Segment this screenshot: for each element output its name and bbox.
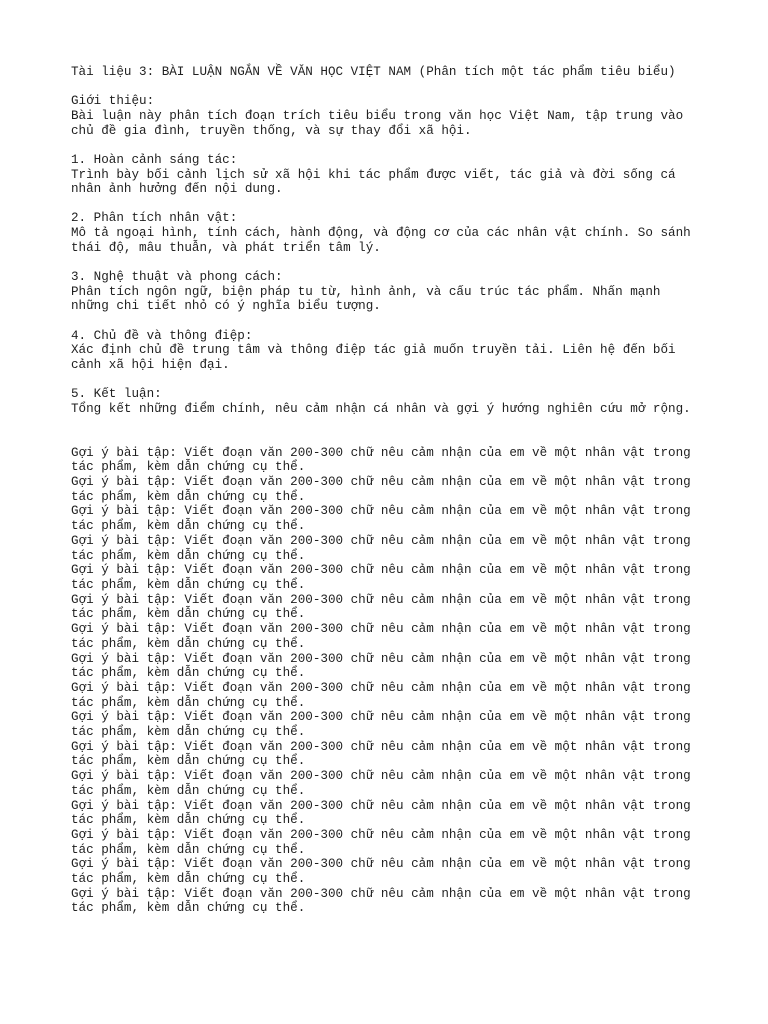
exercise-line: Gợi ý bài tập: Viết đoạn văn 200-300 chữ nêu cảm nhận của em về một nhân vật trong (71, 739, 691, 754)
exercise-line: Gợi ý bài tập: Viết đoạn văn 200-300 chữ nêu cảm nhận của em về một nhân vật trong (71, 680, 691, 695)
exercise-item (71, 857, 721, 886)
exercise-list (71, 446, 721, 917)
exercise-line: tác phẩm, kèm dẫn chứng cụ thể. (71, 519, 306, 534)
section-body-line: chủ đề gia đình, truyền thống, và sự thay đổi xã hội. (71, 123, 472, 138)
section-characters (71, 211, 721, 255)
section-heading: Giới thiệu: (71, 94, 155, 109)
exercise-item (71, 828, 721, 857)
section-body-line: những chi tiết nhỏ có ý nghĩa biểu tượng. (71, 299, 381, 314)
exercise-item (71, 504, 721, 533)
exercise-line: tác phẩm, kèm dẫn chứng cụ thể. (71, 813, 306, 828)
section-body-line: Xác định chủ đề trung tâm và thông điệp tác giả muốn truyền tải. Liên hệ đến bối (71, 343, 676, 358)
section-body-line: Bài luận này phân tích đoạn trích tiêu biểu trong văn học Việt Nam, tập trung vào (71, 108, 684, 123)
section-body-line: Phân tích ngôn ngữ, biện pháp tu từ, hình ảnh, và cấu trúc tác phẩm. Nhấn mạnh (71, 284, 661, 299)
exercise-line: tác phẩm, kèm dẫn chứng cụ thể. (71, 607, 306, 622)
exercise-item (71, 652, 721, 681)
section-body-line: nhân ảnh hưởng đến nội dung. (71, 182, 283, 197)
exercise-line: Gợi ý bài tập: Viết đoạn văn 200-300 chữ nêu cảm nhận của em về một nhân vật trong (71, 622, 691, 637)
exercise-item (71, 446, 721, 475)
section-body-line: cảnh xã hội hiện đại. (71, 358, 230, 373)
exercise-item (71, 534, 721, 563)
exercise-line: Gợi ý bài tập: Viết đoạn văn 200-300 chữ nêu cảm nhận của em về một nhân vật trong (71, 651, 691, 666)
section-heading: 3. Nghệ thuật và phong cách: (71, 270, 283, 285)
exercise-line: Gợi ý bài tập: Viết đoạn văn 200-300 chữ nêu cảm nhận của em về một nhân vật trong (71, 592, 691, 607)
exercise-line: Gợi ý bài tập: Viết đoạn văn 200-300 chữ nêu cảm nhận của em về một nhân vật trong (71, 798, 691, 813)
exercise-line: Gợi ý bài tập: Viết đoạn văn 200-300 chữ nêu cảm nhận của em về một nhân vật trong (71, 886, 691, 901)
exercise-line: Gợi ý bài tập: Viết đoạn văn 200-300 chữ nêu cảm nhận của em về một nhân vật trong (71, 445, 691, 460)
section-heading: 2. Phân tích nhân vật: (71, 211, 238, 226)
exercise-item (71, 887, 721, 916)
section-body-line: Mô tả ngoại hình, tính cách, hành động, và động cơ của các nhân vật chính. So sánh (71, 226, 691, 241)
section-heading: 1. Hoàn cảnh sáng tác: (71, 152, 238, 167)
exercise-item (71, 622, 721, 651)
exercise-line: tác phẩm, kèm dẫn chứng cụ thể. (71, 548, 306, 563)
exercise-line: tác phẩm, kèm dẫn chứng cụ thể. (71, 842, 306, 857)
exercise-line: tác phẩm, kèm dẫn chứng cụ thể. (71, 725, 306, 740)
exercise-line: Gợi ý bài tập: Viết đoạn văn 200-300 chữ nêu cảm nhận của em về một nhân vật trong (71, 533, 691, 548)
exercise-item (71, 593, 721, 622)
exercise-item (71, 681, 721, 710)
exercise-line: Gợi ý bài tập: Viết đoạn văn 200-300 chữ nêu cảm nhận của em về một nhân vật trong (71, 563, 691, 578)
section-theme-message (71, 329, 721, 373)
exercise-line: tác phẩm, kèm dẫn chứng cụ thể. (71, 636, 306, 651)
exercise-line: tác phẩm, kèm dẫn chứng cụ thể. (71, 489, 306, 504)
section-heading: 5. Kết luận: (71, 387, 162, 402)
exercise-line: Gợi ý bài tập: Viết đoạn văn 200-300 chữ nêu cảm nhận của em về một nhân vật trong (71, 475, 691, 490)
exercise-line: tác phẩm, kèm dẫn chứng cụ thể. (71, 872, 306, 887)
section-introduction (71, 94, 721, 138)
exercise-line: Gợi ý bài tập: Viết đoạn văn 200-300 chữ nêu cảm nhận của em về một nhân vật trong (71, 769, 691, 784)
document-title: Tài liệu 3: BÀI LUẬN NGẮN VỀ VĂN HỌC VIỆT NAM (Phân tích một tác phẩm tiêu biểu) (71, 65, 676, 79)
section-body-line: Tổng kết những điểm chính, nêu cảm nhận cá nhân và gợi ý hướng nghiên cứu mở rộng. (71, 401, 691, 416)
exercise-line: tác phẩm, kèm dẫn chứng cụ thể. (71, 460, 306, 475)
exercise-item (71, 769, 721, 798)
section-conclusion (71, 387, 721, 416)
section-body-line: thái độ, mâu thuẫn, và phát triển tâm lý. (71, 240, 381, 255)
exercise-line: tác phẩm, kèm dẫn chứng cụ thể. (71, 666, 306, 681)
section-body-line: Trình bày bối cảnh lịch sử xã hội khi tác phẩm được viết, tác giả và đời sống cá (71, 167, 676, 182)
exercise-line: tác phẩm, kèm dẫn chứng cụ thể. (71, 754, 306, 769)
section-context (71, 153, 721, 197)
exercise-line: tác phẩm, kèm dẫn chứng cụ thể. (71, 577, 306, 592)
exercise-item (71, 563, 721, 592)
section-art-style (71, 270, 721, 314)
exercise-line: Gợi ý bài tập: Viết đoạn văn 200-300 chữ nêu cảm nhận của em về một nhân vật trong (71, 710, 691, 725)
exercise-item (71, 799, 721, 828)
exercise-line: Gợi ý bài tập: Viết đoạn văn 200-300 chữ nêu cảm nhận của em về một nhân vật trong (71, 857, 691, 872)
exercise-line: tác phẩm, kèm dẫn chứng cụ thể. (71, 695, 306, 710)
exercise-item (71, 710, 721, 739)
exercise-line: Gợi ý bài tập: Viết đoạn văn 200-300 chữ nêu cảm nhận của em về một nhân vật trong (71, 827, 691, 842)
section-heading: 4. Chủ đề và thông điệp: (71, 328, 253, 343)
exercise-line: tác phẩm, kèm dẫn chứng cụ thể. (71, 783, 306, 798)
document-page (71, 65, 721, 916)
exercise-line: tác phẩm, kèm dẫn chứng cụ thể. (71, 901, 306, 916)
exercise-item (71, 740, 721, 769)
exercise-line: Gợi ý bài tập: Viết đoạn văn 200-300 chữ nêu cảm nhận của em về một nhân vật trong (71, 504, 691, 519)
exercise-item (71, 475, 721, 504)
